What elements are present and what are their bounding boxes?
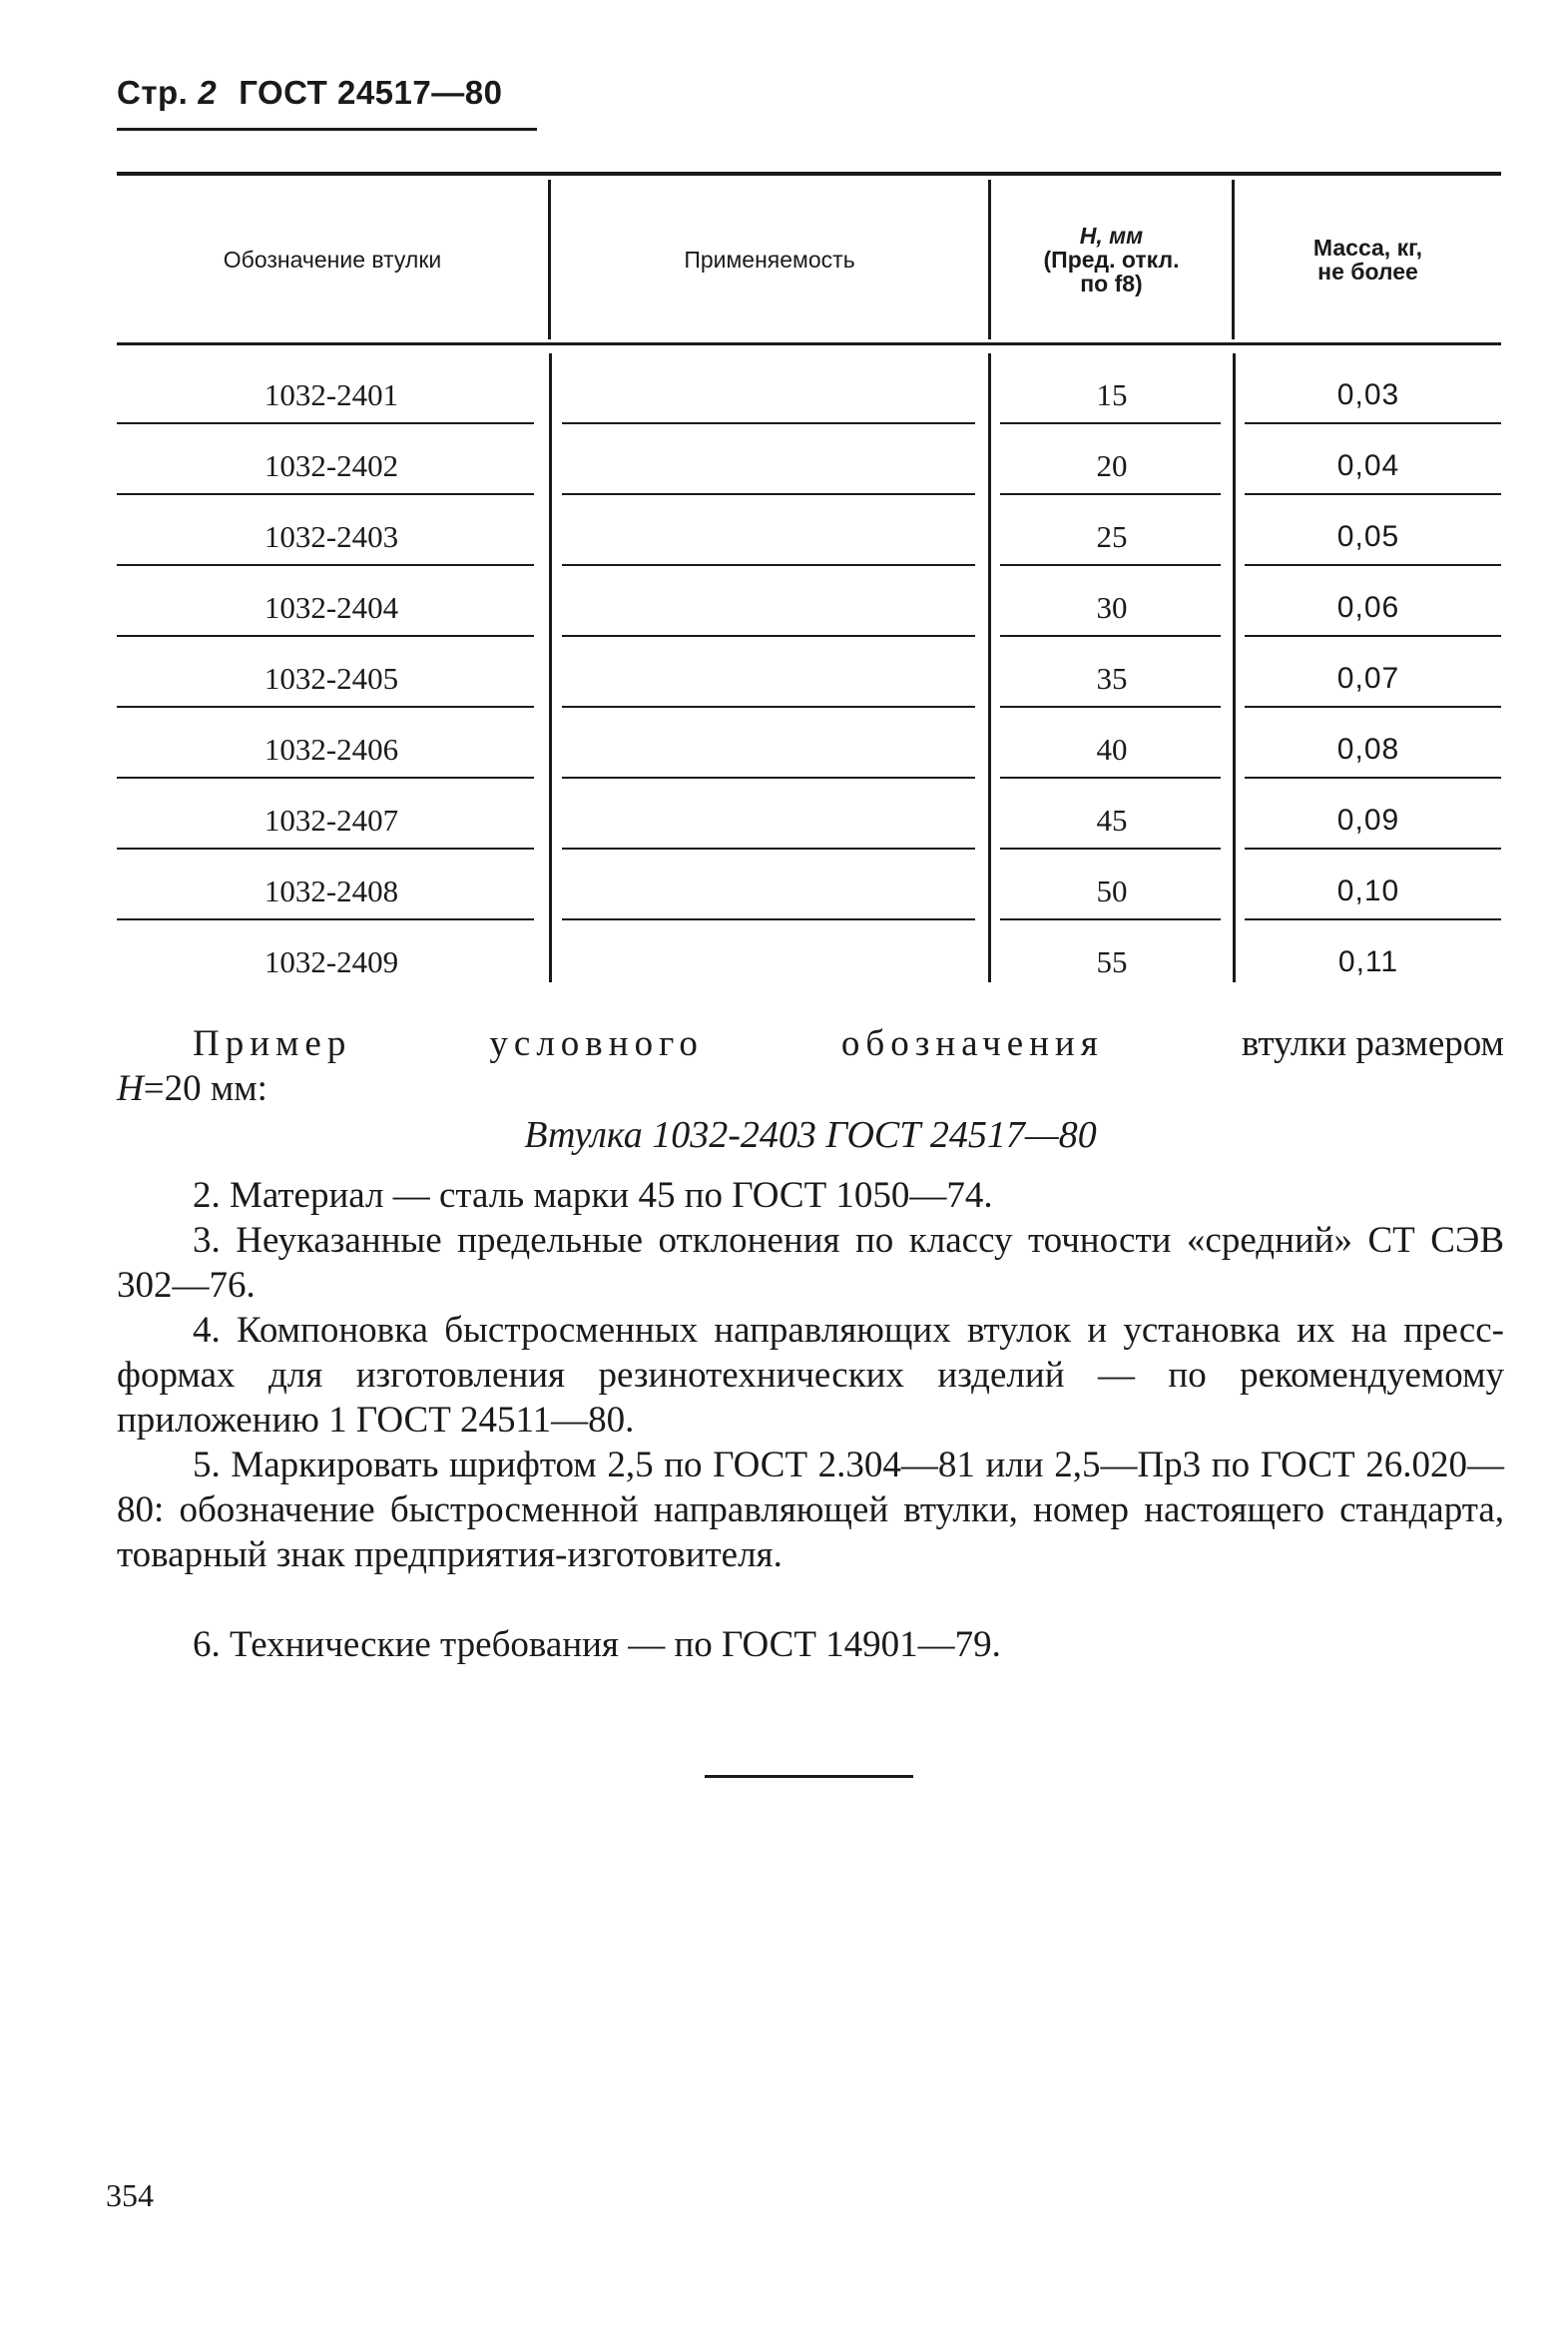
bushing-table [117,172,1501,993]
cell-h: 20 [1096,447,1128,483]
cell-mass: 0,05 [1336,519,1400,553]
example-variable: H [117,1068,144,1109]
cell-designation: 1032-2401 [263,376,399,412]
example-intro [117,1021,1504,1111]
cell-usage [552,643,988,714]
cell-designation: 1032-2409 [263,943,399,979]
cell-mass: 0,11 [1337,944,1399,978]
table-row [117,926,1501,997]
clause-3: 3. Неуказанные предельные отклонения по классу точности «средний» СТ СЭВ 302—76. [117,1220,1504,1306]
page-index: 2 [198,74,218,111]
cell-usage [552,856,988,926]
table-row [117,430,1501,501]
example-word: Пример [193,1023,352,1064]
col-header-designation: Обозначение втулки [223,247,442,273]
clause-4: 4. Компоновка быстросменных направляющих втулок и установка их на пресс-формах для изготовления резинотехнических изделий — по рекомендуемому приложению 1 ГОСТ 24511—80. [117,1310,1504,1441]
header-rule [117,128,537,131]
cell-h: 55 [1096,943,1128,979]
clause-2: 2. Материал — сталь марки 45 по ГОСТ 1050—74. [193,1175,993,1216]
col-header-mass: Масса, кг, не более [1312,235,1423,285]
table-row [117,359,1501,430]
cell-h: 35 [1096,660,1128,696]
cell-usage [552,430,988,501]
cell-h: 30 [1096,589,1128,625]
example-designation: Втулка 1032-2403 ГОСТ 24517—80 [524,1114,1097,1156]
cell-designation: 1032-2406 [263,731,399,767]
cell-mass: 0,04 [1336,448,1400,482]
cell-designation: 1032-2407 [263,802,399,838]
table-row [117,785,1501,856]
table-row [117,856,1501,926]
cell-mass: 0,03 [1336,377,1400,411]
example-value: =20 мм: [143,1068,267,1109]
cell-usage [552,572,988,643]
cell-h: 45 [1096,802,1128,838]
table-row [117,501,1501,572]
cell-designation: 1032-2404 [263,589,399,625]
col-header-usage: Применяемость [684,247,855,273]
cell-mass: 0,08 [1336,732,1400,766]
cell-mass: 0,06 [1336,590,1400,624]
example-word: втулки размером [1241,1023,1504,1064]
cell-designation: 1032-2403 [263,518,399,554]
cell-mass: 0,10 [1336,874,1400,907]
clause-5: 5. Маркировать шрифтом 2,5 по ГОСТ 2.304—81 или 2,5—Пр3 по ГОСТ 26.020—80: обозначение быстросменной направляющей втулки, номер настоящего стандарта, товарный знак предприятия-изготовителя. [117,1445,1504,1575]
end-rule [705,1775,913,1778]
col-header-h: H, мм (Пред. откл. по f8) [1043,223,1180,296]
cell-h: 25 [1096,518,1128,554]
cell-h: 50 [1096,873,1128,908]
cell-mass: 0,09 [1336,803,1400,837]
table-header-rule [117,342,1501,345]
example-word: обозначения [840,1023,1104,1064]
cell-usage [552,926,988,997]
page-prefix: Стр. [117,74,189,111]
table-row [117,572,1501,643]
page-number: 354 [106,2177,154,2213]
cell-designation: 1032-2405 [263,660,399,696]
cell-mass: 0,07 [1336,661,1400,695]
cell-designation: 1032-2408 [263,873,399,908]
table-row [117,643,1501,714]
cell-usage [552,785,988,856]
cell-designation: 1032-2402 [263,447,399,483]
standard-number: ГОСТ 24517—80 [239,74,503,111]
cell-h: 15 [1096,376,1128,412]
cell-usage [552,714,988,785]
cell-usage [552,359,988,430]
example-word: условного [489,1023,704,1064]
cell-usage [552,501,988,572]
cell-h: 40 [1096,731,1128,767]
page-header [117,74,502,112]
clause-6: 6. Технические требования — по ГОСТ 14901—79. [193,1624,1001,1665]
table-top-rule [117,172,1501,176]
table-row [117,714,1501,785]
